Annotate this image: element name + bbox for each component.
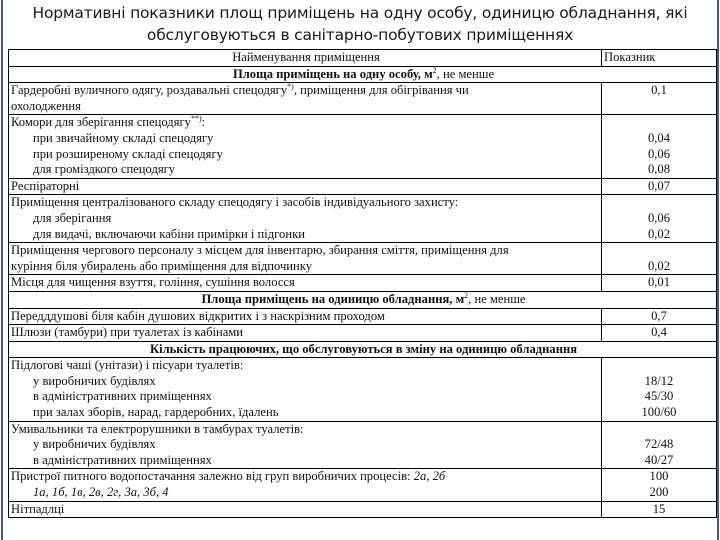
table-row [9, 275, 717, 292]
row-value: 0,1 [602, 83, 717, 115]
table-row [9, 358, 717, 421]
table-row [9, 195, 717, 243]
row-value: 0,07 [602, 178, 717, 195]
window-frame-left [1, 0, 3, 540]
section-title: Площа приміщень на одиницю обладнання, м [201, 291, 465, 306]
section-header-per-equipment: Площа приміщень на одиницю обладнання, $м^2$, не менше [9, 291, 717, 308]
table-row [9, 115, 717, 178]
row-value: 0,02 [602, 243, 717, 275]
row-name: Комори для зберігання спецодягу**): при звичайному складі спецодягу при розширеному складі спецодягу для громіздкого спецодягу [9, 115, 602, 178]
page-title [0, 2, 720, 46]
table-row [9, 501, 717, 518]
row-name: Гардеробні вуличного одягу, роздавальні спецодягу*), приміщення для обігрівання чи охолодження [9, 83, 602, 115]
row-name: Приміщення централізованого складу спецодягу і засобів індивідуального захисту: для зберігання для видачі, включаючи кабіни примірки і підгонки [9, 195, 602, 243]
section-header-per-person: Площа приміщень на одну особу, $м^2$, не менше [9, 66, 717, 83]
window-frame-right [717, 0, 719, 540]
row-name: Умивальники та електрорушники в тамбурах туалетів: у виробничих будівлях в адміністративних приміщеннях [9, 421, 602, 469]
table-row [9, 469, 717, 501]
title-line-2: обслуговуються в санітарно-побутових приміщеннях [146, 26, 574, 44]
table-header-row [9, 50, 717, 67]
row-value: 18/12 45/30 100/60 [602, 358, 717, 421]
row-name: Передддушові біля кабін душових відкритих і з наскрізним проходом [9, 308, 602, 325]
row-value: 0,01 [602, 275, 717, 292]
table-row [9, 421, 717, 469]
title-line-1: Нормативні показники площ приміщень на одну особу, одиницю обладнання, які [32, 4, 688, 22]
row-value: 0,4 [602, 325, 717, 342]
row-value: 0,06 0,02 [602, 195, 717, 243]
norms-table [8, 49, 717, 518]
row-value: 72/48 40/27 [602, 421, 717, 469]
table-row [9, 178, 717, 195]
table-row [9, 243, 717, 275]
row-value: 100 200 [602, 469, 717, 501]
row-name: Місця для чищення взуття, гоління, сушіння волосся [9, 275, 602, 292]
header-value: Показник [602, 50, 717, 67]
row-name: Приміщення чергового персоналу з місцем для інвентарю, збирання сміття, приміщення для куріння біля убиралень або приміщення для відпочинку [9, 243, 602, 275]
row-value: 15 [602, 501, 717, 518]
section-header-workers-per-unit [9, 341, 717, 358]
header-name: Найменування приміщення [9, 50, 602, 67]
row-value: 0,7 [602, 308, 717, 325]
row-name: Пристрої питного водопостачання залежно від груп виробничих процесів: 2а, 2б 1а, 1б, 1в, 2в, 2г, 3а, 3б, 4 [9, 469, 602, 501]
row-name: Підлогові чаші (унітази) і пісуари туалетів: у виробничих будівлях в адміністративних приміщеннях при залах зборів, нарад, гардеробних, їдалень [9, 358, 602, 421]
table-row [9, 83, 717, 115]
row-name: Респіраторні [9, 178, 602, 195]
row-value: 0,04 0,06 0,08 [602, 115, 717, 178]
table-row [9, 308, 717, 325]
table-row [9, 325, 717, 342]
section-title: Кількість працюючих, що обслуговуються в зміну на одиницю обладнання [9, 341, 717, 358]
section-title: Площа приміщень на одну особу, м [232, 66, 433, 81]
row-name: Нітпадлці [9, 501, 602, 518]
row-name: Шлюзи (тамбури) при туалетах із кабінами [9, 325, 602, 342]
